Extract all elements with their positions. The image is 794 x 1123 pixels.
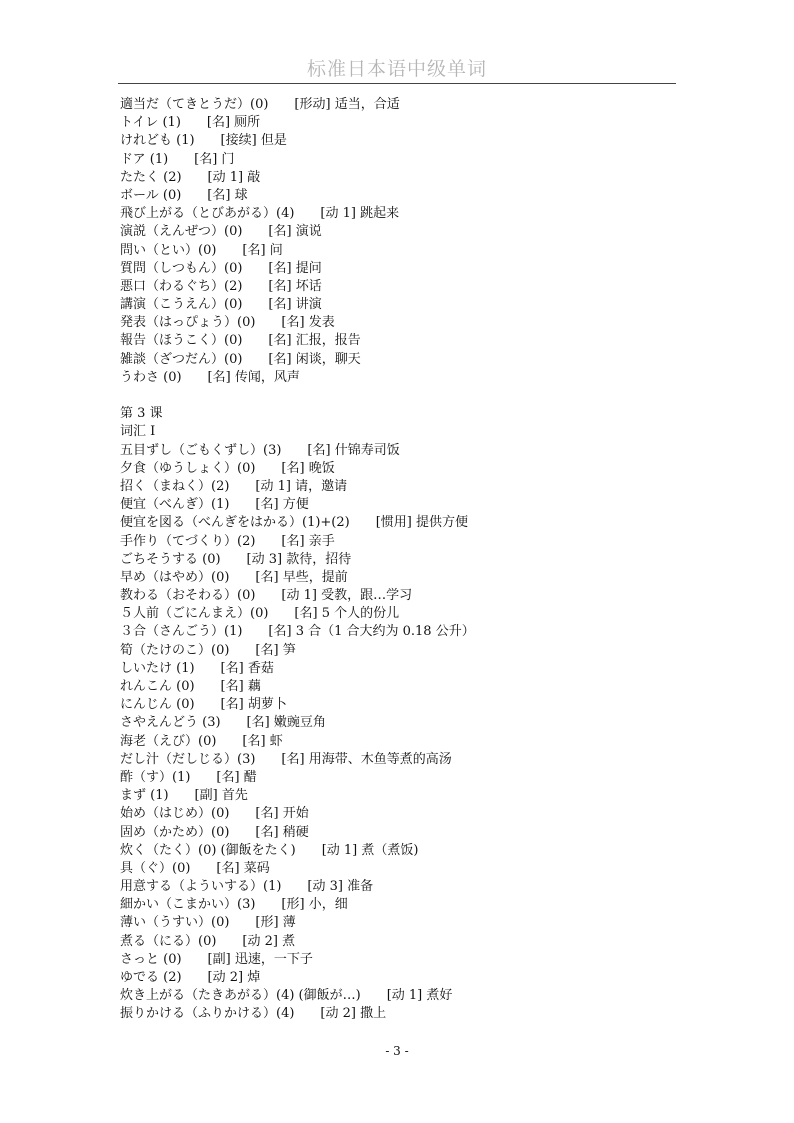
vocabulary-entry: 飛び上がる（とびあがる）(4) [动 1] 跳起来 xyxy=(120,206,400,222)
vocabulary-entry: れんこん (0) [名] 藕 xyxy=(120,679,261,694)
vocabulary-entry: しいたけ (1) [名] 香菇 xyxy=(120,660,274,676)
vocabulary-entry: 用意する（よういする）(1) [动 3] 准备 xyxy=(120,879,374,895)
page-header xyxy=(118,56,676,82)
vocabulary-entry: 海老（えび）(0) [名] 虾 xyxy=(120,733,283,749)
vocabulary-entry: 質問（しつもん）(0) [名] 提问 xyxy=(120,260,322,276)
vocabulary-section-1 xyxy=(120,96,680,387)
vocabulary-entry: ５人前（ごにんまえ）(0) [名] 5 个人的份儿 xyxy=(120,606,400,622)
vocabulary-entry: 薄い（うすい）(0) [形] 薄 xyxy=(120,915,296,931)
vocabulary-entry: 炊き上がる（たきあがる）(4) (御飯が…) [动 1] 煮好 xyxy=(120,988,453,1004)
header-title: 标准日本语中级单词 xyxy=(306,58,487,80)
vocabulary-entry: ごちそうする (0) [动 3] 款待，招待 xyxy=(120,551,352,567)
vocabulary-list xyxy=(120,96,680,1024)
vocabulary-entry: 酢（す）(1) [名] 醋 xyxy=(120,769,257,785)
vocabulary-entry: 招く（まねく）(2) [动 1] 请，邀请 xyxy=(120,478,348,494)
vocabulary-entry: 適当だ（てきとうだ）(0) [形动] 适当，合适 xyxy=(120,97,400,112)
vocabulary-entry: 固め（かため）(0) [名] 稍硬 xyxy=(120,824,309,840)
vocabulary-entry: 筍（たけのこ）(0) [名] 笋 xyxy=(120,642,296,658)
vocabulary-entry: だし汁（だしじる）(3) [名] 用海带、木鱼等煮的高汤 xyxy=(120,751,452,767)
vocabulary-entry: トイレ (1) [名] 厕所 xyxy=(120,115,261,131)
vocabulary-entry: 煮る（にる）(0) [动 2] 煮 xyxy=(120,933,296,949)
vocabulary-entry: 具（ぐ）(0) [名] 菜码 xyxy=(120,860,270,876)
vocabulary-entry: 早め（はやめ）(0) [名] 早些，提前 xyxy=(120,569,348,585)
blank-line xyxy=(120,387,680,405)
vocabulary-entry: ボール (0) [名] 球 xyxy=(120,187,248,203)
vocabulary-entry: 夕食（ゆうしょく）(0) [名] 晚饭 xyxy=(120,460,335,476)
vocabulary-entry: 五目ずし（ごもくずし）(3) [名] 什锦寿司饭 xyxy=(120,442,400,458)
vocabulary-entry: 悪口（わるぐち）(2) [名] 坏话 xyxy=(120,278,322,294)
vocabulary-entry: うわさ (0) [名] 传闻，风声 xyxy=(120,369,300,385)
vocabulary-entry: けれども (1) [接续] 但是 xyxy=(120,133,287,149)
vocabulary-entry: 便宜を図る（べんぎをはかる）(1)+(2) [惯用] 提供方便 xyxy=(120,515,468,531)
vocabulary-entry: さっと (0) [副] 迅速，一下子 xyxy=(120,951,313,967)
vocabulary-entry: 手作り（てづくり）(2) [名] 亲手 xyxy=(120,533,335,549)
vocabulary-entry: ドア (1) [名] 门 xyxy=(120,151,235,167)
vocab-heading: 词汇 I xyxy=(120,424,156,440)
vocabulary-entry: 振りかける（ふりかける）(4) [动 2] 撒上 xyxy=(120,1006,387,1022)
vocabulary-entry: 始め（はじめ）(0) [名] 开始 xyxy=(120,806,309,822)
vocabulary-entry: にんじん (0) [名] 胡萝卜 xyxy=(120,697,287,713)
vocabulary-entry: 発表（はっぴょう）(0) [名] 发表 xyxy=(120,315,335,331)
vocabulary-entry: 炊く（たく）(0) (御飯をたく) [动 1] 煮（煮饭) xyxy=(120,842,419,858)
vocabulary-entry: 細かい（こまかい）(3) [形] 小，细 xyxy=(120,897,348,913)
vocabulary-entry: 講演（こうえん）(0) [名] 讲演 xyxy=(120,297,322,313)
lesson-heading: 第 3 课 xyxy=(120,406,163,422)
vocabulary-entry: ゆでる (2) [动 2] 焯 xyxy=(120,970,261,985)
page-number: - 3 - xyxy=(385,1044,409,1058)
vocabulary-entry: さやえんどう (3) [名] 嫩豌豆角 xyxy=(120,715,326,731)
header-rule xyxy=(118,83,676,84)
vocabulary-entry: 教わる（おそわる）(0) [动 1] 受教，跟…学习 xyxy=(120,588,413,604)
vocabulary-entry: 問い（とい）(0) [名] 问 xyxy=(120,242,283,258)
vocabulary-section-2 xyxy=(120,442,680,1024)
vocabulary-entry: たたく (2) [动 1] 敲 xyxy=(120,169,261,185)
vocabulary-entry: ３合（さんごう）(1) [名] 3 合（1 合大约为 0.18 公升） xyxy=(120,624,475,640)
vocabulary-entry: 演説（えんぜつ）(0) [名] 演说 xyxy=(120,224,322,240)
vocabulary-entry: 雑談（ざつだん）(0) [名] 闲谈，聊天 xyxy=(120,351,361,367)
vocabulary-entry: 便宜（べんぎ）(1) [名] 方便 xyxy=(120,497,309,513)
vocabulary-entry: まず (1) [副] 首先 xyxy=(120,788,248,804)
vocabulary-entry: 報告（ほうこく）(0) [名] 汇报，报告 xyxy=(120,333,361,349)
